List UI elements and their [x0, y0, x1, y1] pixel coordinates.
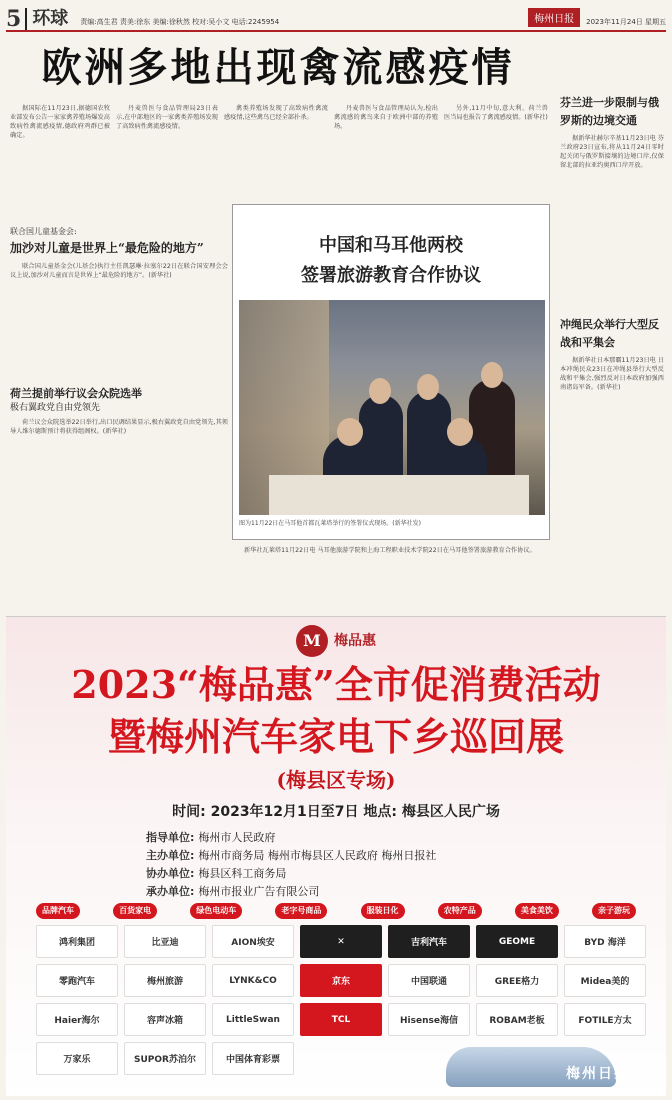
category-badges [36, 903, 636, 919]
promo-advertisement [6, 616, 666, 1096]
page-number: 5 [6, 6, 22, 32]
story2-title: 加沙对儿童是世界上“最危险的地方” [10, 241, 204, 255]
sponsor-logo: 比亚迪 [124, 925, 206, 958]
category-badge: 品牌汽车 [36, 903, 80, 919]
sponsor-logo: GREE格力 [476, 964, 558, 997]
signing-ceremony-photo [239, 300, 545, 515]
lead-col-4: 丹麦兽医与食品管理局认为,检出禽流感的禽鸟来自于欧洲中部的养殖场。 [334, 105, 438, 130]
photo-title-line1: 中国和马耳他两校 [319, 235, 463, 256]
organizer-value: 梅州市报业广告有限公司 [198, 885, 320, 898]
sponsor-logo: FOTILE方太 [564, 1003, 646, 1036]
ad-title-3: (梅县区专场) [276, 768, 396, 792]
photo-title-line2: 签署旅游教育合作协议 [301, 265, 481, 286]
paper-watermark: 梅州日报 [566, 1066, 630, 1082]
right-title-2: 冲绳民众举行大型反战和平集会 [560, 318, 659, 349]
sponsor-logo: TCL [300, 1003, 382, 1036]
story3-title: 荷兰提前举行议会众院选举 [10, 387, 142, 400]
photo-head [481, 362, 503, 388]
category-badge: 百货家电 [113, 903, 157, 919]
sponsor-logo: BYD 海洋 [564, 925, 646, 958]
sponsor-logo: 中国联通 [388, 964, 470, 997]
right-title-1: 芬兰进一步限制与俄罗斯的边境交通 [560, 96, 659, 127]
sponsor-logo: 零跑汽车 [36, 964, 118, 997]
lead-col-5: 另外,11月中旬,意大利、荷兰兽医当局也报告了禽流感疫情。(新华社) [444, 105, 548, 121]
photo-story-body: 新华社瓦莱塔11月22日电 马耳他旅游学院和上海工程职业技术学院22日在马耳他签署旅游教育合作协议。 [244, 547, 536, 554]
ad-title-2: 暨梅州汽车家电下乡巡回展 [107, 714, 564, 759]
sponsor-logo: 吉利汽车 [388, 925, 470, 958]
section-title: 环球 [25, 8, 68, 30]
story2-body: 联合国儿童基金会(儿基会)执行主任凯瑟琳·拉塞尔22日在联合国安理会会议上说,加沙对儿童而言是世界上“最危险的地方”。(新华社) [10, 263, 228, 279]
photo-story-box [232, 204, 550, 540]
category-badge: 服装日化 [361, 903, 405, 919]
ad-brand [6, 621, 666, 661]
brand-logo-icon: M [296, 625, 328, 657]
ad-brand-name: 梅品惠 [334, 633, 376, 649]
sponsor-logo: Haier海尔 [36, 1003, 118, 1036]
ad-organizers [146, 829, 586, 901]
issue-date: 2023年11月24日 星期五 [586, 18, 666, 26]
organizer-row [146, 883, 586, 901]
organizer-key: 指导单位: [146, 831, 195, 844]
sponsor-logo: SUPOR苏泊尔 [124, 1042, 206, 1075]
editor-info: 责编:高生君 责美:徐东 美编:徐秋然 校对:吴小文 电话:2245954 [80, 18, 280, 26]
photo-head [447, 418, 473, 446]
category-badge: 老字号商品 [275, 903, 327, 919]
right-body-2: 据新华社日本那霸11月23日电 日本冲绳民众23日在冲绳县举行大型反战和平集会,强烈反对日本政府加强西南诸岛军备。(新华社) [560, 357, 664, 391]
ad-time-place: 时间: 2023年12月1日至7日 地点: 梅县区人民广场 [172, 804, 500, 820]
sponsor-logo: 中国体育彩票 [212, 1042, 294, 1075]
sponsor-logo: AION埃安 [212, 925, 294, 958]
organizer-row [146, 829, 586, 847]
story3-subtitle: 极右翼政党自由党领先 [10, 403, 101, 413]
sponsor-logo: 京东 [300, 964, 382, 997]
lead-col-1: 据国际在11月23日,据德国农牧业部发布公告一家家禽养殖场爆发高致病性禽流感疫情,德政府鸡群已被确定。 [10, 105, 110, 139]
photo-head [417, 374, 439, 400]
sponsor-logo-x-icon: ✕ [300, 925, 382, 958]
photo-caption: 图为11月22日在马耳他首都瓦莱塔举行的签署仪式现场。(新华社发) [239, 520, 421, 527]
paper-logo: 梅州日报 [528, 8, 580, 27]
organizer-value: 梅县区科工商务局 [198, 867, 287, 880]
photo-head [369, 378, 391, 404]
lead-col-3: 禽类养殖场发现了高致病性禽流感疫情,这些禽鸟已经全部扑杀。 [224, 105, 328, 121]
sponsor-logo: 鸿利集团 [36, 925, 118, 958]
photo-head [337, 418, 363, 446]
sponsor-logo: LittleSwan [212, 1003, 294, 1036]
sponsor-logo: ROBAM老板 [476, 1003, 558, 1036]
category-badge: 亲子游玩 [592, 903, 636, 919]
category-badge: 绿色电动车 [190, 903, 242, 919]
story2-kicker: 联合国儿童基金会: [10, 227, 77, 236]
sponsor-logo: Hisense海信 [388, 1003, 470, 1036]
sponsor-logo: 梅州旅游 [124, 964, 206, 997]
sponsor-logo: LYNK&CO [212, 964, 294, 997]
main-headline: 欧洲多地出现禽流感疫情 [41, 44, 515, 91]
page-header [6, 4, 666, 32]
organizer-row [146, 865, 586, 883]
photo-story-title [233, 231, 549, 291]
category-badge: 农特产品 [438, 903, 482, 919]
photo-table [269, 475, 529, 515]
right-body-1: 据新华社赫尔辛基11月23日电 芬兰政府23日宣布,将从11月24日零时起关闭与俄罗斯接壤的边境口岸,仅保留北部的拉亚约奥西口岸开放。 [560, 135, 664, 169]
sponsor-logo: 万家乐 [36, 1042, 118, 1075]
lead-col-2: 丹麦兽医与食品管理局23日表示,在中部地区的一家禽类养殖场发现了高致病性禽流感疫情。 [116, 105, 218, 130]
story3-body: 荷兰议会众院选举22日举行,出口民调结果显示,极右翼政党自由党领先,其领导人维尔德斯预计将获得组阁权。(新华社) [10, 419, 228, 435]
ad-title-1: 2023“梅品惠”全市促消费活动 [71, 662, 601, 707]
organizer-key: 主办单位: [146, 849, 195, 862]
organizer-value: 梅州市商务局 梅州市梅县区人民政府 梅州日报社 [198, 849, 437, 862]
organizer-key: 承办单位: [146, 885, 195, 898]
category-badge: 美食美饮 [515, 903, 559, 919]
sponsor-logo: GEOME [476, 925, 558, 958]
sponsor-logo: 容声冰箱 [124, 1003, 206, 1036]
organizer-key: 协办单位: [146, 867, 195, 880]
organizer-value: 梅州市人民政府 [198, 831, 276, 844]
organizer-row [146, 847, 586, 865]
sponsor-logo: Midea美的 [564, 964, 646, 997]
